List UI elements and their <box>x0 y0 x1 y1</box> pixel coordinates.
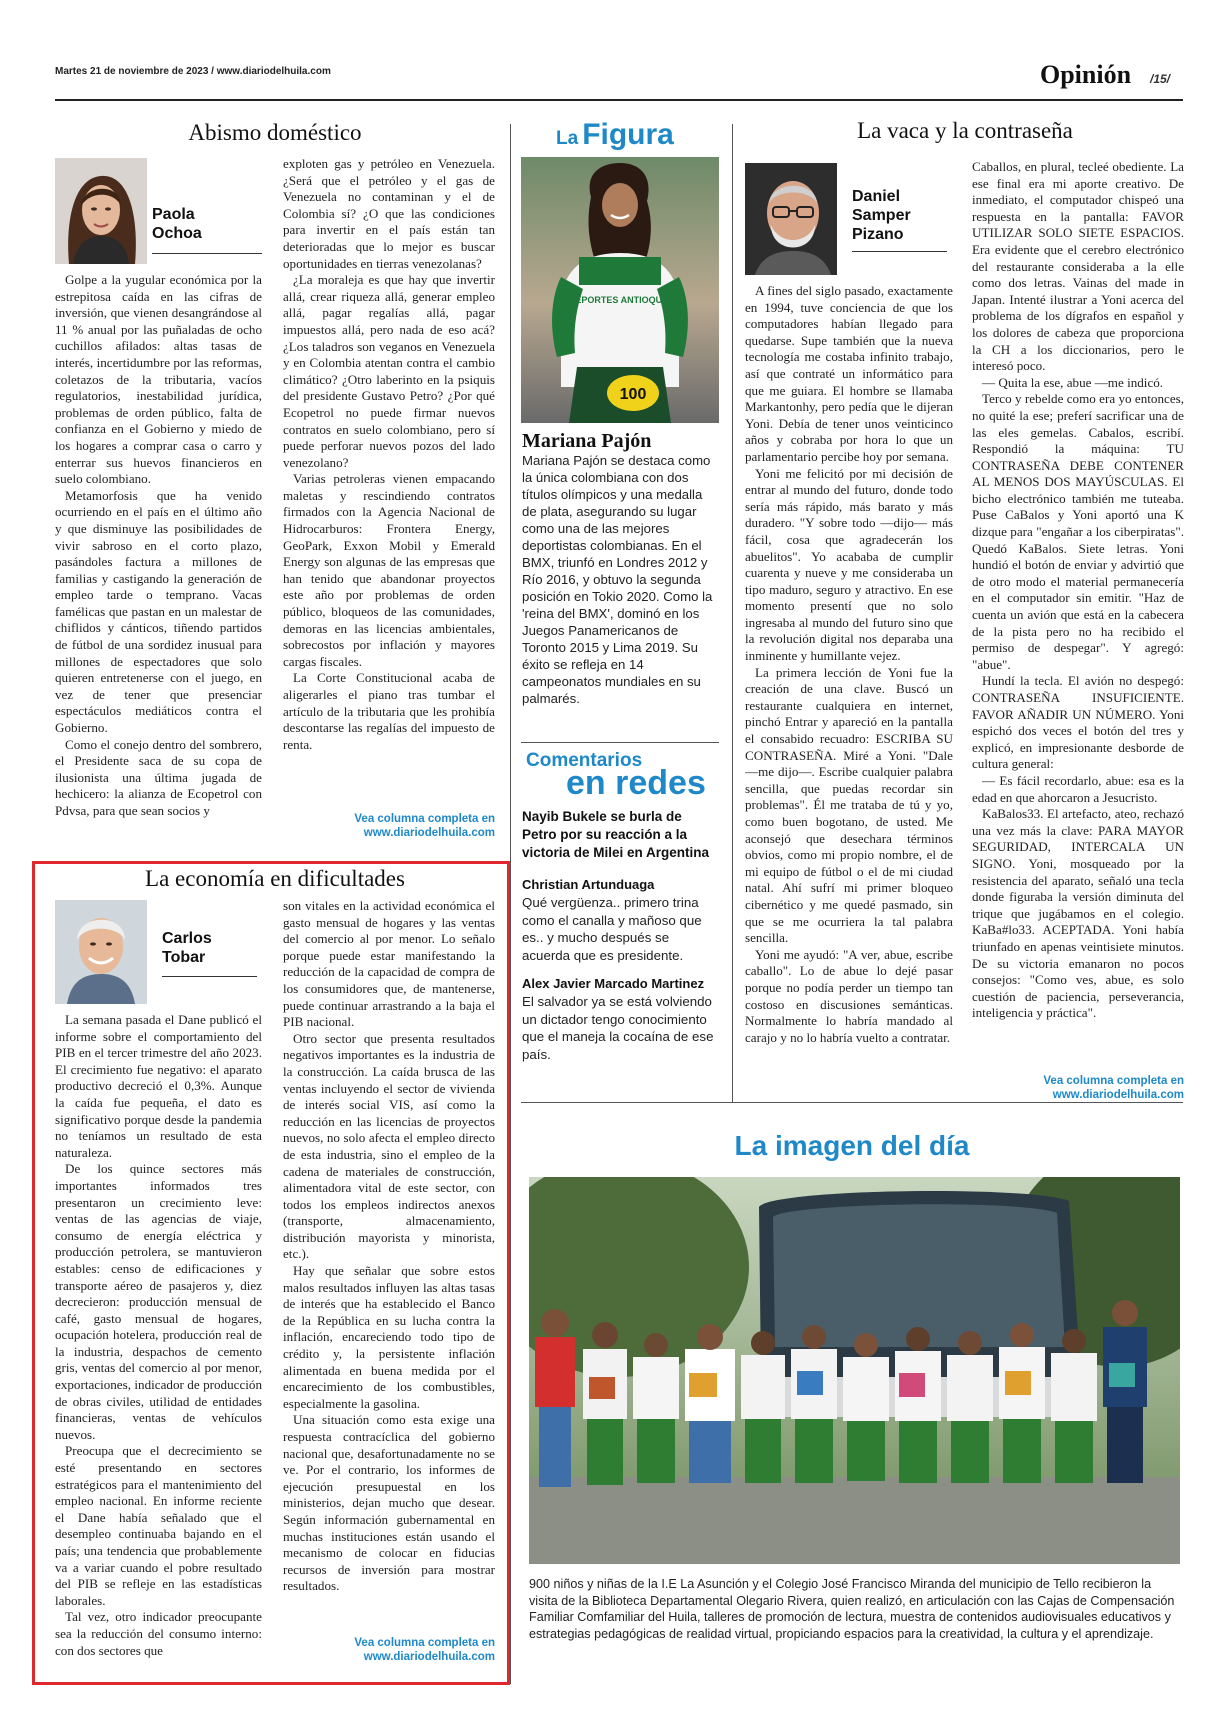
comment-text: El salvador ya se está volviendo un dictador tengo conocimiento que el maneja la cocaína de ese país. <box>522 994 714 1062</box>
author-rule <box>152 253 262 254</box>
comments-title: Comentarios <box>526 750 643 771</box>
paragraph: Varias petroleras vienen empacando maletas y rescindiendo contratos firmados con la Agencia Nacional de Hidrocarburos: Frontera Energy, GeoPark, Exxon Mobil y Emerald Energy son algunas de las empresas que han tenido que abandonar proyectos este año por problemas de orden público, bloqueos de las comunidades, demoras en las licencias ambientales, sobrecostos por inflación y mayores cargas fiscales. <box>283 471 495 669</box>
paragraph: La semana pasada el Dane publicó el informe sobre el comportamiento del PIB en el tercer trimestre del año 2023. El crecimiento fue negativo: el aparato productivo decreció el 0,3%. Aunque la caída fue pequeña, el dato es significativo porque desde la pandemia no teníamos un resultado de esta naturaleza. <box>55 1012 262 1160</box>
comment-user: Christian Artunduaga <box>522 877 655 892</box>
number-plate: 100 <box>619 386 647 403</box>
section-title: Opinión <box>1040 60 1132 89</box>
author-photo <box>55 900 147 1004</box>
author-name: Daniel Samper Pizano <box>852 188 911 243</box>
full-column-link[interactable]: Vea columna completa en www.diariodelhuila.com <box>354 813 495 839</box>
comment-text: Qué vergüenza.. primero trina como el canalla y mañoso que es.. y mucho después se acuerda que es presidente. <box>522 895 702 963</box>
column-title: La vaca y la contraseña <box>857 118 1073 143</box>
paragraph: Preocupa que el decrecimiento se esté presentando en sectores estratégicos para el mantenimiento del empleo nacional. En informe reciente el Dane había señalado que el desempleo continuaba bajando en el país; una tendencia que probablemente va a variar cuando el pobre resultado del PIB se refleje en las estadísticas laborales. <box>55 1443 262 1608</box>
header-rule <box>55 99 1183 101</box>
paragraph: Hundí la tecla. El avión no despegó: CONTRASEÑA INSUFICIENTE. FAVOR AÑADIR UN NÚMERO. Yoni espichó dos veces el botón del tres y explicó, en impresionante desborde de cultura general: <box>972 673 1184 772</box>
paragraph: Yoni me ayudó: "A ver, abue, escribe caballo". Lo de abue lo dejé pasar porque no podía perder un tiempo tan costoso en discusiones semánticas. Normalmente lo habría mandado al carajo y no lo habría vuelto a contratar. <box>745 946 953 1045</box>
paragraph: La Corte Constitucional acaba de aligerarles el piano tras tumbar el artículo de la tributaria que les prohibía descontarse las regalías del impuesto de renta. <box>283 670 495 752</box>
paragraph: Tal vez, otro indicador preocupante sea la reducción del consumo interno: con dos sectores que <box>55 1609 262 1658</box>
figura-heading <box>556 118 674 152</box>
column-body-left <box>55 1012 262 1662</box>
comments-title: en redes <box>566 764 706 802</box>
paragraph: exploten gas y petróleo en Venezuela. ¿Será que el petróleo y el gas de Venezuela no contaminan y el de Colombia sí? ¿O que las condiciones para invertir en el país están tan deterioradas que lo mejor es buscar oportunidades en tierras venezolanas? <box>283 156 495 271</box>
comment-user: Alex Javier Marcado Martinez <box>522 976 705 991</box>
paragraph: — Es fácil recordarlo, abue: esa es la edad en que ahorcaron a Jesucristo. <box>972 772 1184 805</box>
full-column-link[interactable]: Vea columna completa en www.diariodelhuila.com <box>1043 1075 1184 1101</box>
paragraph: — Quita la ese, abue —me indicó. <box>982 374 1164 390</box>
paragraph: Yoni me felicitó por mi decisión de entrar al mundo del futuro, donde todo sería más rápido, más barato y más duradero. "Y sobre todo —dijo— más fácil, cosa que agradecerán los abuelitos". Yo acababa de cumplir cuarenta y nueve y me consideraba un tipo maduro, seguro y atractivo. En ese momento presentí que no solo ingresaba al mundo del futuro sino que la revolución digital nos deparaba una inminente y humillante vejez. <box>745 465 953 664</box>
page-number: /15/ <box>1150 72 1171 86</box>
image-of-day-photo <box>529 1177 1180 1564</box>
paragraph: A fines del siglo pasado, exactamente en 1994, tuve conciencia de que los computadores habían llegado para quedarse. Supe también que la nueva tecnología me costaba infinito trabajo, así que contraté un informático para que me guiara. El hombre se llamaba Markantonhy, pero pedía que le dijeran Yoni. Debía de tener unos veinticinco años y cobraba por hora lo que un parlamentario percibe hoy por semana. <box>745 283 953 464</box>
column-divider <box>510 124 511 1684</box>
paragraph: Como el conejo dentro del sombrero, el Presidente saca de su copa de ilusionista una última jugada de hechicero: la alianza de Ecopetrol con Pdvsa, para que sean socios y <box>55 736 262 818</box>
paragraph: ¿La moraleja es que hay que invertir allá, crear riqueza allá, generar empleo allá, pagar regalías allá, pagar impuestos allá, pero nada de eso acá? ¿Los taladros son veganos en Venezuela y en Colombia atentan contra el cambio climático? ¿Otro laberinto en la psiquis del presidente Gustavo Petro? ¿Por qué Ecopetrol no puede firmar nuevos contratos en suelo colombiano, pero sí puede perforar nuevos pozos del lado venezolano? <box>283 272 495 470</box>
author-name: Paola Ochoa <box>152 206 202 242</box>
column-body-left <box>745 283 953 1105</box>
paragraph: De los quince sectores más importantes informados tres presentaron un crecimiento leve: ventas de las agencias de viaje, consumo de energía eléctrica y producción petrolera, se mantuvieron estables: censo de edificaciones y transporte aéreo de pasajeros y, diez decrecieron: producción mensual de café, gasto mensual de hogares, ocupación hotelera, producción real de la industria, despachos de cemento gris, ventas del comercio al por menor, exportaciones, indicador de producción de obras civiles, utilidad de entidades financieras, ventas de vehículos nuevos. <box>55 1161 262 1442</box>
column-body-right <box>283 898 495 1616</box>
author-photo <box>55 158 147 264</box>
paragraph: KaBalos33. El artefacto, ateo, rechazó una vez más la clave: PARA MAYOR SEGURIDAD, INTERCALA UN SIGNO. Yoni, mosqueado por la resistencia del aparato, señaló una tecla donde figuraba la versión diminuta del trique que jugábamos en el colegio. KaBa#lo33. ACEPTADA. Yoni había triunfado en apenas veintisiete minutos. De su victoria emanaron no pocos consejos: "Como ves, abue, es solo cuestión de paciencia, perseverancia, inteligencia y práctica". <box>972 806 1184 1021</box>
author-name: Carlos Tobar <box>162 930 212 966</box>
page-folio: Martes 21 de noviembre de 2023 / www.diariodelhuila.com <box>55 66 331 77</box>
full-column-link[interactable]: Vea columna completa en www.diariodelhuila.com <box>354 1637 495 1663</box>
paragraph: Terco y rebelde como era yo entonces, no quité la ese; preferí sacrificar una de las eles gemelas. Cabalos, escribí. Respondió la máquina: TU CONTRASEÑA DEBE CONTENER AL MENOS DOS MAYÚSCULAS. El bicho electrónico también me tuteaba. Puse CaBalos y Yoni aportó una K dizque para "engañar a los ciberpiratas". Quedó KaBalos. Siete letras. Yoni hundió el botón de enviar y advirtió que de otro modo el material permanecería en el computador sin emitir. "Haz de cuenta un avión que está en la cabecera de la pista pero no ha recibido el permiso de despegar". Y agregó: "abue". <box>972 391 1184 672</box>
figura-prefix: La <box>556 128 579 149</box>
paragraph: Golpe a la yugular económica por la estrepitosa caída en las cifras de inversión, que vienen desangrándose al 11 % anual por las puñaladas de ocho cuchillos afilados: altas tasas de interés, incertidumbre por las reformas, coletazos de la tributaria, vacíos regulatorios, inestabilidad jurídica, problemas de orden público, falta de confianza en el Gobierno y miedo de los hogares a comprar casa o carro y enterrar sus huevos financieros en suelo colombiano. <box>55 272 262 487</box>
figura-title: Figura <box>582 118 674 151</box>
paragraph: Una situación como esta exige una respuesta contracíclica del gobierno nacional que, desafortunadamente no se ve. Por el contrario, los informes de ejecución presupuestal en los ministerios, dejan mucho que desear. Según información gubernamental en muchas instituciones están usando el mecanismo de colocar en fiducias recursos de inversión para mostrar resultados. <box>283 1412 495 1594</box>
section-rule <box>521 742 719 743</box>
column-divider <box>732 124 733 1102</box>
figura-name: Mariana Pajón <box>522 430 652 452</box>
figura-text: Mariana Pajón se destaca como la única colombiana con dos títulos olímpicos y una medalla de plata, asegurando su lugar como una de las mejores deportistas colombianas. En el BMX, triunfó en Londres 2012 y Río 2016, y obtuvo la segunda posición en Tokio 2020. Como la 'reina del BMX', dominó en los Juegos Panamericanos de Toronto 2015 y Lima 2019. Su éxito se refleja en 14 campeonatos mundiales en su palmarés. <box>522 453 713 706</box>
paragraph: Metamorfosis que ha venido ocurriendo en el país en el último año y que disminuye las posibilidades de vivir sabroso en el corto plazo, pasándoles factura a millones de familias y castigando la generación de empleo tarde o temprano. Vacas famélicas que pastan en un malestar de chiflidos y cánticos, tiñendo partidos de fútbol de una sordidez inusual para millones de espectadores que solo quieren entretenerse con el juego, en vez de tener que presenciar espectáculos mediáticos contra el Gobierno. <box>55 487 262 736</box>
column-title: La economía en dificultades <box>145 866 405 891</box>
column-body-left <box>55 272 262 840</box>
jersey-text: DEPORTES ANTIOQUIA <box>568 295 672 305</box>
paragraph: La primera lección de Yoni fue la creación de una clave. Buscó un restaurante cualquiera en internet, pinchó Entrar y apareció en la pantalla el consabido recuadro: ESCRIBA SU CONTRASEÑA. Miré a Yoni. "Dale —me dijo—. Escribe cualquier palabra sencilla, que puedas recordar sin problemas". Él me trataba de tú y yo, como buen bogotano, de usted. Me aconsejó que desechara términos obvios, como mi propio nombre, el de mi equipo de fútbol o el de mi ciudad natal. Ahí sufrí mi primer bloqueo cibernético y me quedé pasmado, sin que se me ocurriera la tal palabra sencilla. <box>745 664 953 946</box>
image-of-day-title: La imagen del día <box>734 1130 970 1161</box>
paragraph: Caballos, en plural, tecleé obediente. La ese final era mi aporte creativo. De inmediato, el computador chispeó una respuesta en la pantalla: FAVOR UTILIZAR SOLO SIETE ESPACIOS. Era evidente que el cerebro electrónico del restaurante consideraba a la elle como dos letras. Vainas del made in Japan. Intenté ilustrar a Yoni acerca del problema de los dígrafos en español y los dolores de cabeza que proporciona la CH a los diccionarios, pero le interesó poco. <box>972 159 1184 374</box>
author-photo <box>745 163 837 275</box>
paragraph: Otro sector que presenta resultados negativos importantes es la industria de la construcción. La caída brusca de las ventas incluyendo el sector de vivienda de interés social VIS, así como la reducción en las licencias de proyectos nuevos, no solo afecta el empleo directo de esta industria, sino el empleo de la cadena de materiales de construcción, alimentadora vital de este sector, con todos los empleos indirectos anexos (transporte, almacenamiento, distribución mayorista y minorista, etc.). <box>283 1030 495 1262</box>
figura-photo <box>521 157 719 423</box>
column-body-right <box>283 156 495 792</box>
author-rule <box>162 976 257 977</box>
comments-headline: Nayib Bukele se burla de Petro por su reacción a la victoria de Milei en Argentina <box>522 809 710 860</box>
paragraph: Hay que señalar que sobre estos malos resultados influyen las altas tasas de interés que ha establecido el Banco de la República en su lucha contra la inflación, encareciendo todo tipo de crédito y, la persistente inflación alimentada en buena medida por el encarecimiento de los combustibles, especialmente la gasolina. <box>283 1263 495 1411</box>
column-title: Abismo doméstico <box>188 120 362 145</box>
paragraph: son vitales en la actividad económica el gasto mensual de hogares y las ventas del comercio al por menor. Lo señalo porque puede estar manifestando la reducción de la capacidad de compra de los consumidores que, de mantenerse, puede continuar arrastrando a la baja el PIB nacional. <box>283 898 495 1030</box>
image-caption: 900 niños y niñas de la I.E La Asunción y el Colegio José Francisco Miranda del municipio de Tello recibieron la visita de la Biblioteca Departamental Olegario Rivera, quien realizó, en articulación con las Cajas de Compensación Familiar Comfamiliar del Huila, talleres de promoción de lectura, muestra de contenidos audiovisuales educativos y estrategias pedagógicas de realidad virtual, propiciando espacios para la creatividad, la cultura y el aprendizaje. <box>529 1577 1175 1641</box>
section-rule <box>521 1102 1183 1103</box>
column-body-right <box>972 159 1184 1065</box>
author-rule <box>852 251 947 252</box>
